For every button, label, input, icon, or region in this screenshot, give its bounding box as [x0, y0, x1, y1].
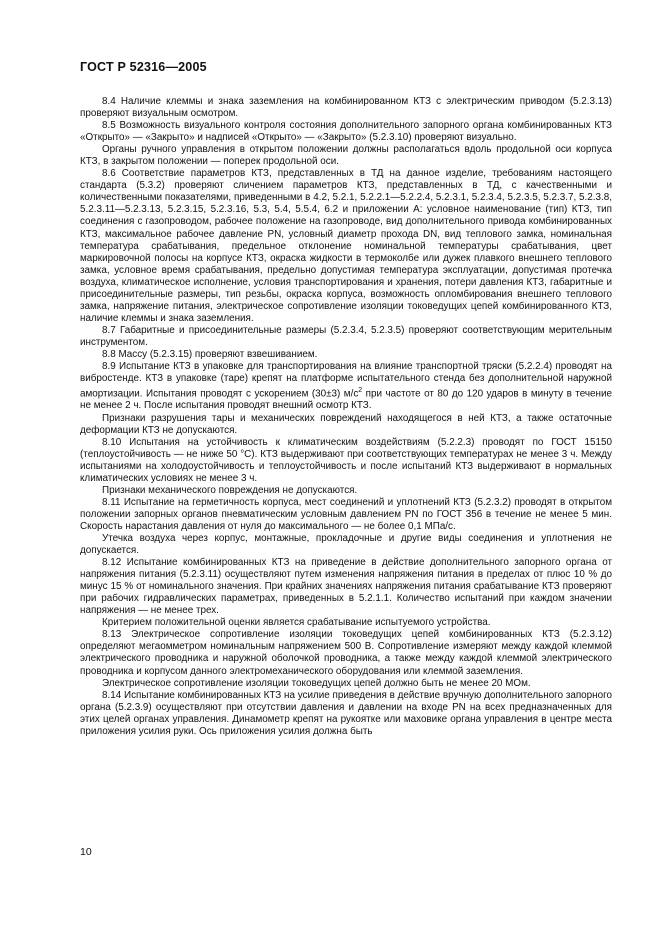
- paragraph-8-5: 8.5 Возможность визуального контроля состояния дополнительного запорного органа комбинированных КТЗ «Открыто» — «Закрыто» и надписей «Открыто» — «Закрыто» (5.2.3.10) проверяют визуально.: [80, 120, 612, 144]
- paragraph-8-12: 8.12 Испытание комбинированных КТЗ на приведение в действие дополнительного запорного органа от напряжения питания (5.2.3.11) осуществляют путем изменения напряжения питания в пределах от плюс 10 % до минус 15 % от номинального значения. При крайних значениях напряжения питания срабатывание КТЗ проверяют при рабочих гидравлических параметрах, приведенных в 5.2.1.1. Количество испытаний при каждом значении напряжения — не менее трех.: [80, 557, 612, 617]
- page-number: 10: [80, 846, 92, 858]
- paragraph-8-7: 8.7 Габаритные и присоединительные размеры (5.2.3.4, 5.2.3.5) проверяют соответствующим мерительным инструментом.: [80, 324, 612, 348]
- paragraph-insulation-min: Электрическое сопротивление изоляции токоведущих цепей должно быть не менее 20 МОм.: [102, 677, 531, 689]
- paragraph-no-mechanical-damage: Признаки механического повреждения не допускаются.: [102, 484, 358, 496]
- paragraph-damage-signs: Признаки разрушения тары и механических повреждений находящегося в ней КТЗ, а также остаточные деформации КТЗ не допускаются.: [80, 412, 612, 436]
- paragraph-criterion: Критерием положительной оценки является срабатывание испытуемого устройства.: [102, 617, 491, 629]
- paragraph-8-11: 8.11 Испытание на герметичность корпуса, мест соединений и уплотнений КТЗ (5.2.3.2) проводят в открытом положении запорных органов пневматическим условным давлением PN по ГОСТ 356 в течение не менее 5 мин. Скорость нарастания давления от нуля до максимального — не более 0,1 МПа/с.: [80, 496, 612, 532]
- paragraph-8-14: 8.14 Испытание комбинированных КТЗ на усилие приведения в действие вручную дополнительного запорного органа (5.2.3.9) осуществляют при отсутствии давления и давлении на входе PN на всех предназначенных для этих целей органах управления. Динамометр крепят на рукоятке или маховике органа управления в центре места приложения усилия руки. Ось приложения усилия должна быть: [80, 689, 612, 737]
- paragraph-controls-position: Органы ручного управления в открытом положении должны располагаться вдоль продольной оси корпуса КТЗ, в закрытом положении — поперек продольной оси.: [80, 144, 612, 168]
- paragraph-8-4: 8.4 Наличие клеммы и знака заземления на комбинированном КТЗ с электрическим приводом (5.2.3.13) проверяют визуальным осмотром.: [80, 96, 612, 120]
- document-body: [80, 96, 612, 738]
- paragraph-8-13: 8.13 Электрическое сопротивление изоляции токоведущих цепей комбинированных КТЗ (5.2.3.12) определяют мегаомметром номинальным напряжением 500 В. Сопротивление измеряют между каждой клеммой электрического проводника и наружной оболочкой проводника, а также между каждой клеммой электрического проводника и корпусом данного электромеханического оборудования или клеммой заземления.: [80, 629, 612, 677]
- paragraph-8-6: 8.6 Соответствие параметров КТЗ, представленных в ТД на данное изделие, требованиям настоящего стандарта (5.3.2) проверяют сличением параметров КТЗ, представленных в ТД, с качественными и количественными показателями, приведенными в 4.2, 5.2.1, 5.2.2.1—5.2.2.4, 5.2.3.1, 5.2.3.4, 5.2.3.5, 5.2.3.7, 5.2.3.8, 5.2.3.11—5.2.3.13, 5.2.3.15, 5.2.3.16, 5.3, 5.4, 5.5.4, 6.2 и приложении А: условное наименование (тип) КТЗ, тип соединения с газопроводом, рабочее положение на газопроводе, вид дополнительного привода комбинированных КТЗ, максимальное рабочее давление PN, условный диаметр прохода DN, вид теплового замка, номинальная температура срабатывания, предельное отклонение номинальной температуры срабатывания, цвет маркировочной полосы на корпусе КТЗ, окраска жидкости в термоколбе или дужек плавкого внешнего теплового замка, условное время срабатывания, предельно допустимая температура эксплуатации, допустимая протечка воздуха, климатическое исполнение, условия транспортирования и хранения, потери давления КТЗ, габаритные и присоединительные размеры, тип резьбы, окраска корпуса, возможность опломбирования внешнего теплового замка, напряжение питания, электрическое сопротивление изоляции токоведущих цепей комбинированного КТЗ, наличие клеммы и знака заземления.: [80, 168, 612, 324]
- paragraph-8-8: 8.8 Массу (5.2.3.15) проверяют взвешиванием.: [102, 348, 318, 360]
- page-header-title: ГОСТ Р 52316—2005: [80, 60, 207, 74]
- paragraph-air-leak: Утечка воздуха через корпус, монтажные, прокладочные и другие виды соединения и уплотнения не допускается.: [80, 532, 612, 557]
- paragraph-8-9: 8.9 Испытание КТЗ в упаковке для транспортирования на влияние транспортной тряски (5.2.2.4) проводят на вибростенде. КТЗ в упаковке (таре) крепят на платформе испытательного стенда без дополнительной наружной амортизации. Испытания проводят с ускорением (30±3) $м/с^2$ при частоте от 80 до 120 ударов в минуту в течение не менее 2 ч. После испытания проводят внешний осмотр КТЗ.: [80, 361, 612, 412]
- paragraph-8-10: 8.10 Испытания на устойчивость к климатическим воздействиям (5.2.2.3) проводят по ГОСТ 15150 (теплоустойчивость — не ниже 50 °С). КТЗ выдерживают при соответствующих температурах не менее 3 ч. Между испытаниями на холодоустойчивость и теплоустойчивость и после испытаний КТЗ выдерживают в нормальных климатических условиях не менее 3 ч.: [80, 436, 612, 484]
